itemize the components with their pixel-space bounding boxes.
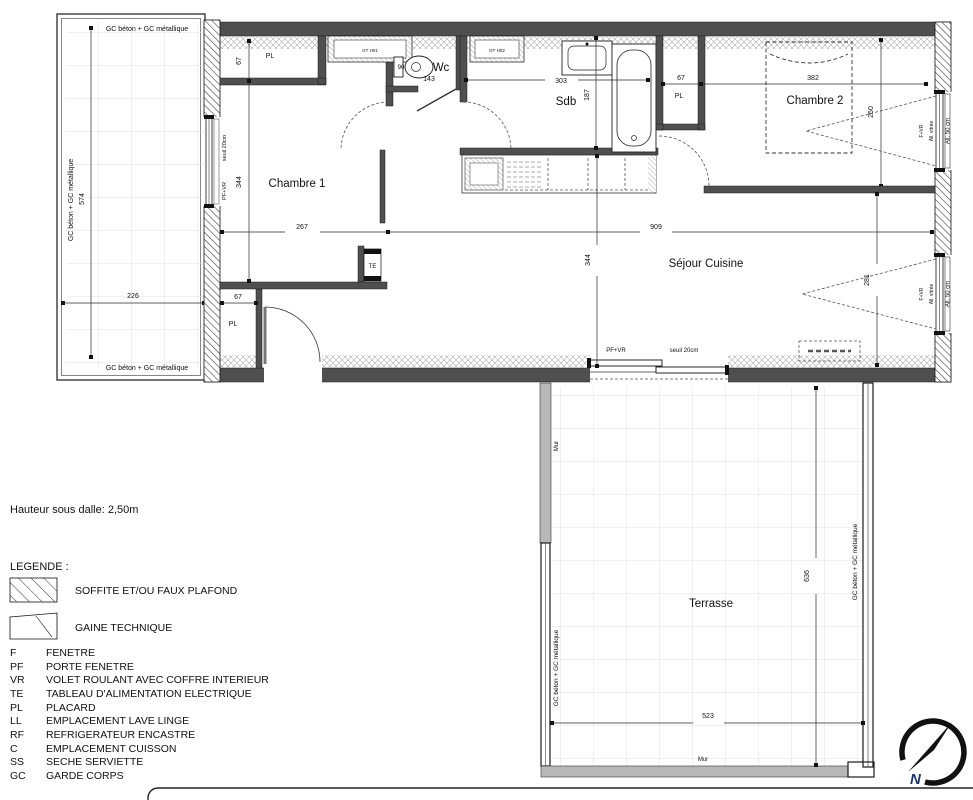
placard-corridor bbox=[656, 36, 709, 186]
dim-143: 143 bbox=[423, 76, 435, 83]
mur-label-bottom: Mur bbox=[697, 757, 709, 763]
soffite-band-bottom bbox=[220, 355, 935, 368]
chambre2-bottom-wall bbox=[704, 186, 935, 193]
dim-281: 281 bbox=[864, 274, 871, 286]
counter-end-hatch bbox=[648, 156, 656, 192]
gaine-gt-h01-label: GT H01 bbox=[362, 48, 378, 53]
slider-pfvr-label: PF+VR bbox=[606, 348, 626, 354]
abbr-label: SECHE SERVIETTE bbox=[46, 756, 144, 768]
door-swing-chambre2 bbox=[659, 136, 709, 186]
compass-north-label: N bbox=[910, 771, 921, 788]
slider-seuil-label: seuil 20cm bbox=[669, 348, 699, 354]
window-allvitree-label: All. vitrée bbox=[929, 283, 935, 305]
dim-187: 187 bbox=[584, 89, 591, 101]
abbr-label: PORTE FENETRE bbox=[46, 661, 134, 673]
window-all50-label: All. 50 cm bbox=[945, 117, 952, 145]
dim-250: 250 bbox=[868, 106, 875, 118]
abbr-code: SS bbox=[10, 756, 25, 768]
dim-303: 303 bbox=[555, 78, 567, 85]
window-fvr-label: F+VR bbox=[919, 124, 925, 138]
room-label-chambre1: Chambre 1 bbox=[268, 178, 326, 190]
dim-267: 267 bbox=[296, 224, 308, 231]
dim-67-closet-top: 67 bbox=[236, 57, 243, 65]
wall-top bbox=[204, 22, 951, 36]
door-swing-chambre1 bbox=[341, 102, 389, 150]
abbr-code: GC bbox=[10, 770, 26, 782]
window-chambre1 bbox=[203, 115, 228, 208]
abbr-code: F bbox=[10, 647, 17, 659]
notes-and-legend bbox=[10, 504, 269, 782]
dim-344-sejour: 344 bbox=[585, 254, 592, 266]
terrace-left-wall bbox=[540, 383, 551, 543]
north-compass bbox=[902, 721, 964, 788]
gaine-gt-h02-label: GT H02 bbox=[489, 48, 505, 53]
entrance-opening bbox=[264, 367, 322, 383]
dim-67-closet-bottom: 67 bbox=[234, 294, 242, 301]
pl-label-top: PL bbox=[265, 53, 275, 60]
mur-label-left: Mur bbox=[554, 440, 560, 452]
abbr-label: EMPLACEMENT LAVE LINGE bbox=[46, 715, 190, 727]
chambre1 bbox=[220, 36, 412, 368]
dim-226: 226 bbox=[127, 293, 139, 300]
dim-636: 636 bbox=[804, 570, 811, 582]
toilet-flush bbox=[412, 63, 421, 72]
abbr-label: GARDE CORPS bbox=[46, 770, 124, 782]
dim-344-chambre1: 344 bbox=[236, 176, 243, 188]
terrace bbox=[540, 383, 874, 777]
door-panel bbox=[590, 360, 662, 366]
te-label: TE bbox=[368, 264, 377, 270]
sdb bbox=[460, 36, 658, 193]
chambre1-walls bbox=[220, 36, 393, 368]
legend-soffite-swatch bbox=[10, 578, 57, 602]
sliding-door-terrace bbox=[587, 348, 729, 383]
abbr-label: FENETRE bbox=[46, 647, 96, 659]
dim-382: 382 bbox=[807, 75, 819, 82]
balcony-tiles bbox=[66, 23, 204, 371]
title-block-frame bbox=[148, 788, 973, 800]
terrace-gc-label-left: GC béton + GC métallique bbox=[553, 629, 560, 707]
door-swing bbox=[265, 307, 320, 362]
legend-gaine-label: GAINE TECHNIQUE bbox=[75, 622, 173, 634]
terrace-gc-label-right: GC béton + GC métallique bbox=[852, 523, 859, 601]
window-pfvr-label: PF+VR bbox=[222, 182, 228, 200]
room-label-sejour: Séjour Cuisine bbox=[668, 258, 744, 270]
dim-523: 523 bbox=[702, 713, 714, 720]
window-fvr-label: F+VR bbox=[919, 287, 925, 301]
abbr-code: PL bbox=[10, 702, 23, 714]
dim-909: 909 bbox=[650, 224, 662, 231]
abbr-code: LL bbox=[10, 715, 22, 727]
room-label-chambre2: Chambre 2 bbox=[786, 95, 844, 107]
bed-pillow-line bbox=[770, 54, 848, 63]
abbr-label: VOLET ROULANT AVEC COFFRE INTERIEUR bbox=[46, 674, 269, 686]
abbr-code: C bbox=[10, 743, 18, 755]
door-panel bbox=[656, 367, 728, 373]
pl-label-bottom: PL bbox=[228, 321, 238, 328]
balcony-gc-label-top: GC béton + GC métallique bbox=[105, 26, 189, 33]
abbr-label: TABLEAU D'ALIMENTATION ELECTRIQUE bbox=[46, 688, 252, 700]
bathtub-drain bbox=[632, 136, 637, 141]
legend-gaine-swatch bbox=[10, 613, 57, 639]
abbr-code: RF bbox=[10, 729, 24, 741]
fridge-slot-inner bbox=[470, 163, 498, 185]
balcony-gc-label-bottom: GC béton + GC métallique bbox=[105, 365, 189, 372]
legend-title: LEGENDE : bbox=[10, 561, 69, 573]
window-seuil-label: seuil 20cm bbox=[222, 134, 228, 162]
pl-label-corridor: PL bbox=[674, 93, 684, 100]
terrace-bottom-wall bbox=[541, 766, 848, 777]
door-swing-sdb bbox=[463, 102, 511, 150]
dim-67-chambre2-closet: 67 bbox=[677, 75, 685, 82]
dim-574: 574 bbox=[79, 193, 86, 205]
balcony bbox=[57, 14, 206, 380]
legend-abbreviations bbox=[10, 647, 269, 782]
abbr-label: REFRIGERATEUR ENCASTRE bbox=[46, 729, 196, 741]
entrance-door bbox=[265, 307, 320, 364]
room-label-sdb: Sdb bbox=[555, 96, 577, 108]
room-label-terrasse: Terrasse bbox=[688, 598, 734, 610]
ceiling-height-note: Hauteur sous dalle: 2,50m bbox=[10, 504, 139, 516]
sink-tap bbox=[586, 43, 589, 46]
legend-soffite-label: SOFFITE ET/OU FAUX PLAFOND bbox=[75, 585, 238, 597]
window-all50-label: All. 50 cm bbox=[945, 280, 952, 308]
window-allvitree-label: All. vitrée bbox=[929, 120, 935, 142]
abbr-label: PLACARD bbox=[46, 702, 96, 714]
balcony-gc-label-left: GC béton + GC métallique bbox=[68, 158, 75, 242]
door-leaf-wc bbox=[417, 89, 456, 111]
abbr-label: EMPLACEMENT CUISSON bbox=[46, 743, 177, 755]
window-swing-dashes bbox=[802, 259, 936, 329]
abbr-code: TE bbox=[10, 688, 24, 700]
dim-90: 90 bbox=[397, 65, 405, 71]
abbr-code: PF bbox=[10, 661, 24, 673]
room-label-wc: Wc bbox=[432, 62, 450, 74]
abbr-code: VR bbox=[10, 674, 25, 686]
